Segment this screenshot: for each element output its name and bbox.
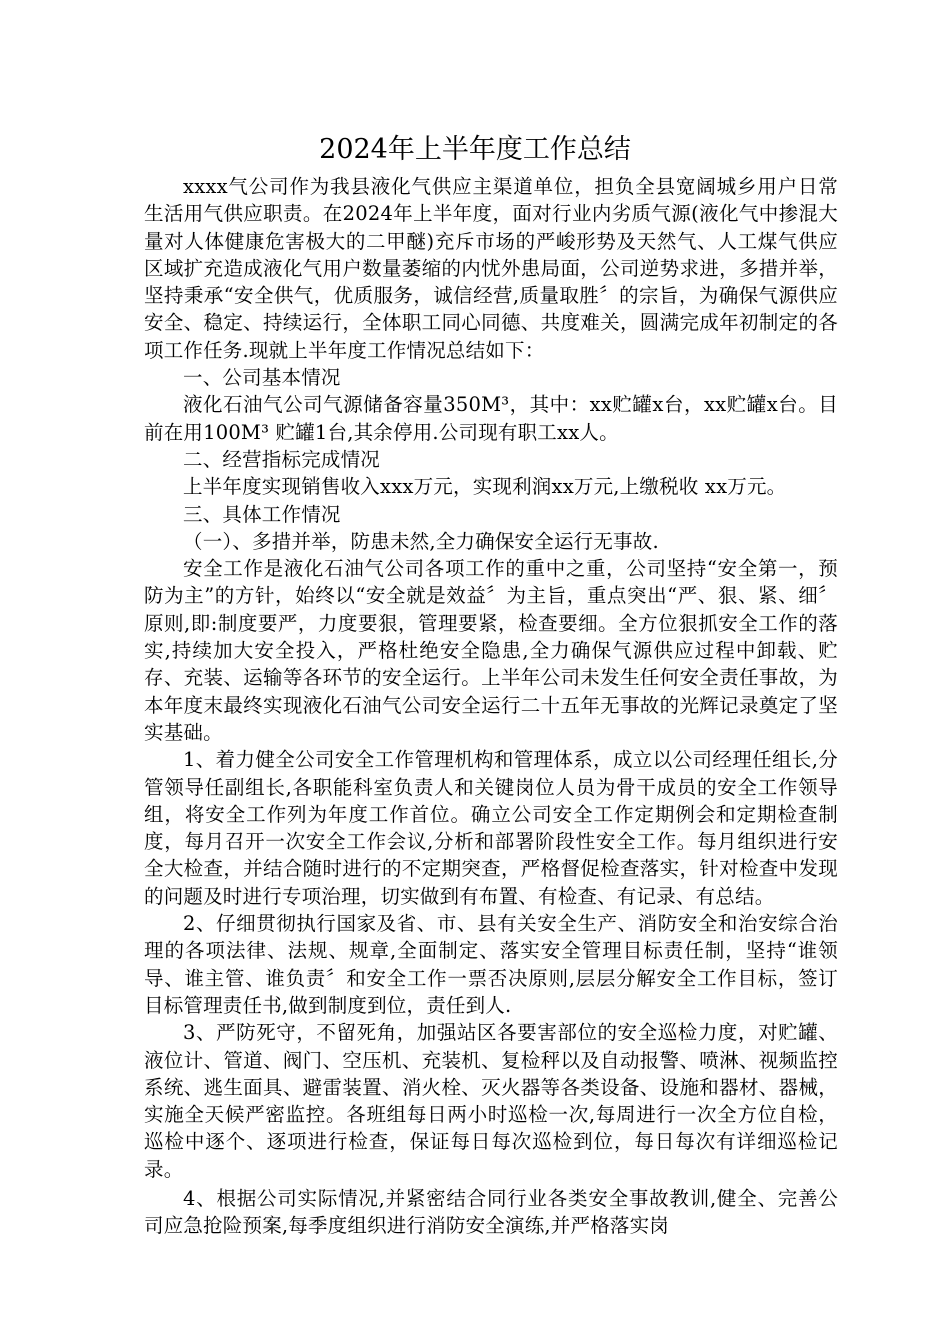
paragraph-business-indicators: 上半年度实现销售收入xxx万元，实现利润xx万元,上缴税收 xx万元。 bbox=[183, 475, 787, 499]
document-title: 2024年上半年度工作总结 bbox=[319, 134, 631, 165]
paragraph-item-2: 2、仔细贯彻执行国家及省、市、县有关安全生产、消防安全和治安综合治理的各项法律、法规、规章,全面制定、落实安全管理目标责任制，坚持“谁领导、谁主管、谁负责〞和安全工作一票否决原则,层层分解安全工作目标，签订目标管理责任书,做到制度到位，责任到人. bbox=[144, 912, 838, 1017]
paragraph-item-4: 4、根据公司实际情况,并紧密结合同行业各类安全事故教训,健全、完善公司应急抢险预案,每季度组织进行消防安全演练,并严格落实岗 bbox=[144, 1186, 838, 1238]
subheading-safety: （一）、多措并举，防患未然,全力确保安全运行无事故. bbox=[183, 529, 659, 553]
heading-business-indicators: 二、经营指标完成情况 bbox=[183, 447, 381, 471]
heading-company-overview: 一、公司基本情况 bbox=[183, 366, 341, 390]
paragraph-safety-overview: 安全工作是液化石油气公司各项工作的重中之重，公司坚持“安全第一，预防为主”的方针，始终以“安全就是效益〞为主旨，重点突出“严、狠、紧、细〞原则,即:制度要严，力度要狠，管理要紧，检查要细。全方位狠抓安全工作的落实,持续加大安全投入，严格杜绝安全隐患,全力确保气源供应过程中卸载、贮存、充装、运输等各环节的安全运行。上半年公司未发生任何安全责任事故，为本年度末最终实现液化石油气公司安全运行二十五年无事故的光辉记录奠定了坚实基础。 bbox=[144, 557, 838, 744]
paragraph-intro: xxxx气公司作为我县液化气供应主渠道单位，担负全县宽阔城乡用户日常生活用气供应职责。在2024年上半年度，面对行业内劣质气源(液化气中掺混大量对人体健康危害极大的二甲醚)充斥市场的严峻形势及天然气、人工煤气供应区域扩充造成液化气用户数量萎缩的内忧外患局面，公司逆势求进，多措并举，坚持秉承“安全供气，优质服务，诚信经营,质量取胜〞的宗旨，为确保气源供应安全、稳定、持续运行，全体职工同心同德、共度难关，圆满完成年初制定的各项工作任务.现就上半年度工作情况总结如下： bbox=[144, 175, 838, 362]
paragraph-item-3: 3、严防死守，不留死角，加强站区各要害部位的安全巡检力度，对贮罐、液位计、管道、阀门、空压机、充装机、复检秤以及自动报警、喷淋、视频监控系统、逃生面具、避雷装置、消火栓、灭火器等各类设备、设施和器材、器械，实施全天候严密监控。各班组每日两小时巡检一次,每周进行一次全方位自检，巡检中逐个、逐项进行检查，保证每日每次巡检到位，每日每次有详细巡检记录。 bbox=[144, 1021, 838, 1181]
paragraph-item-1: 1、着力健全公司安全工作管理机构和管理体系，成立以公司经理任组长,分管领导任副组长,各职能科室负责人和关键岗位人员为骨干成员的安全工作领导组，将安全工作列为年度工作首位。确立公司安全工作定期例会和定期检查制度，每月召开一次安全工作会议,分析和部署阶段性安全工作。每月组织进行安全大检查，并结合随时进行的不定期突查，严格督促检查落实，针对检查中发现的问题及时进行专项治理，切实做到有布置、有检查、有记录、有总结。 bbox=[144, 748, 838, 908]
document-body bbox=[144, 173, 838, 1240]
paragraph-company-overview: 液化石油气公司气源储备容量350M³，其中：xx贮罐x台，xx贮罐x台。目前在用100M³ 贮罐1台,其余停用.公司现有职工xx人。 bbox=[144, 393, 838, 444]
heading-specific-work: 三、具体工作情况 bbox=[183, 502, 341, 526]
